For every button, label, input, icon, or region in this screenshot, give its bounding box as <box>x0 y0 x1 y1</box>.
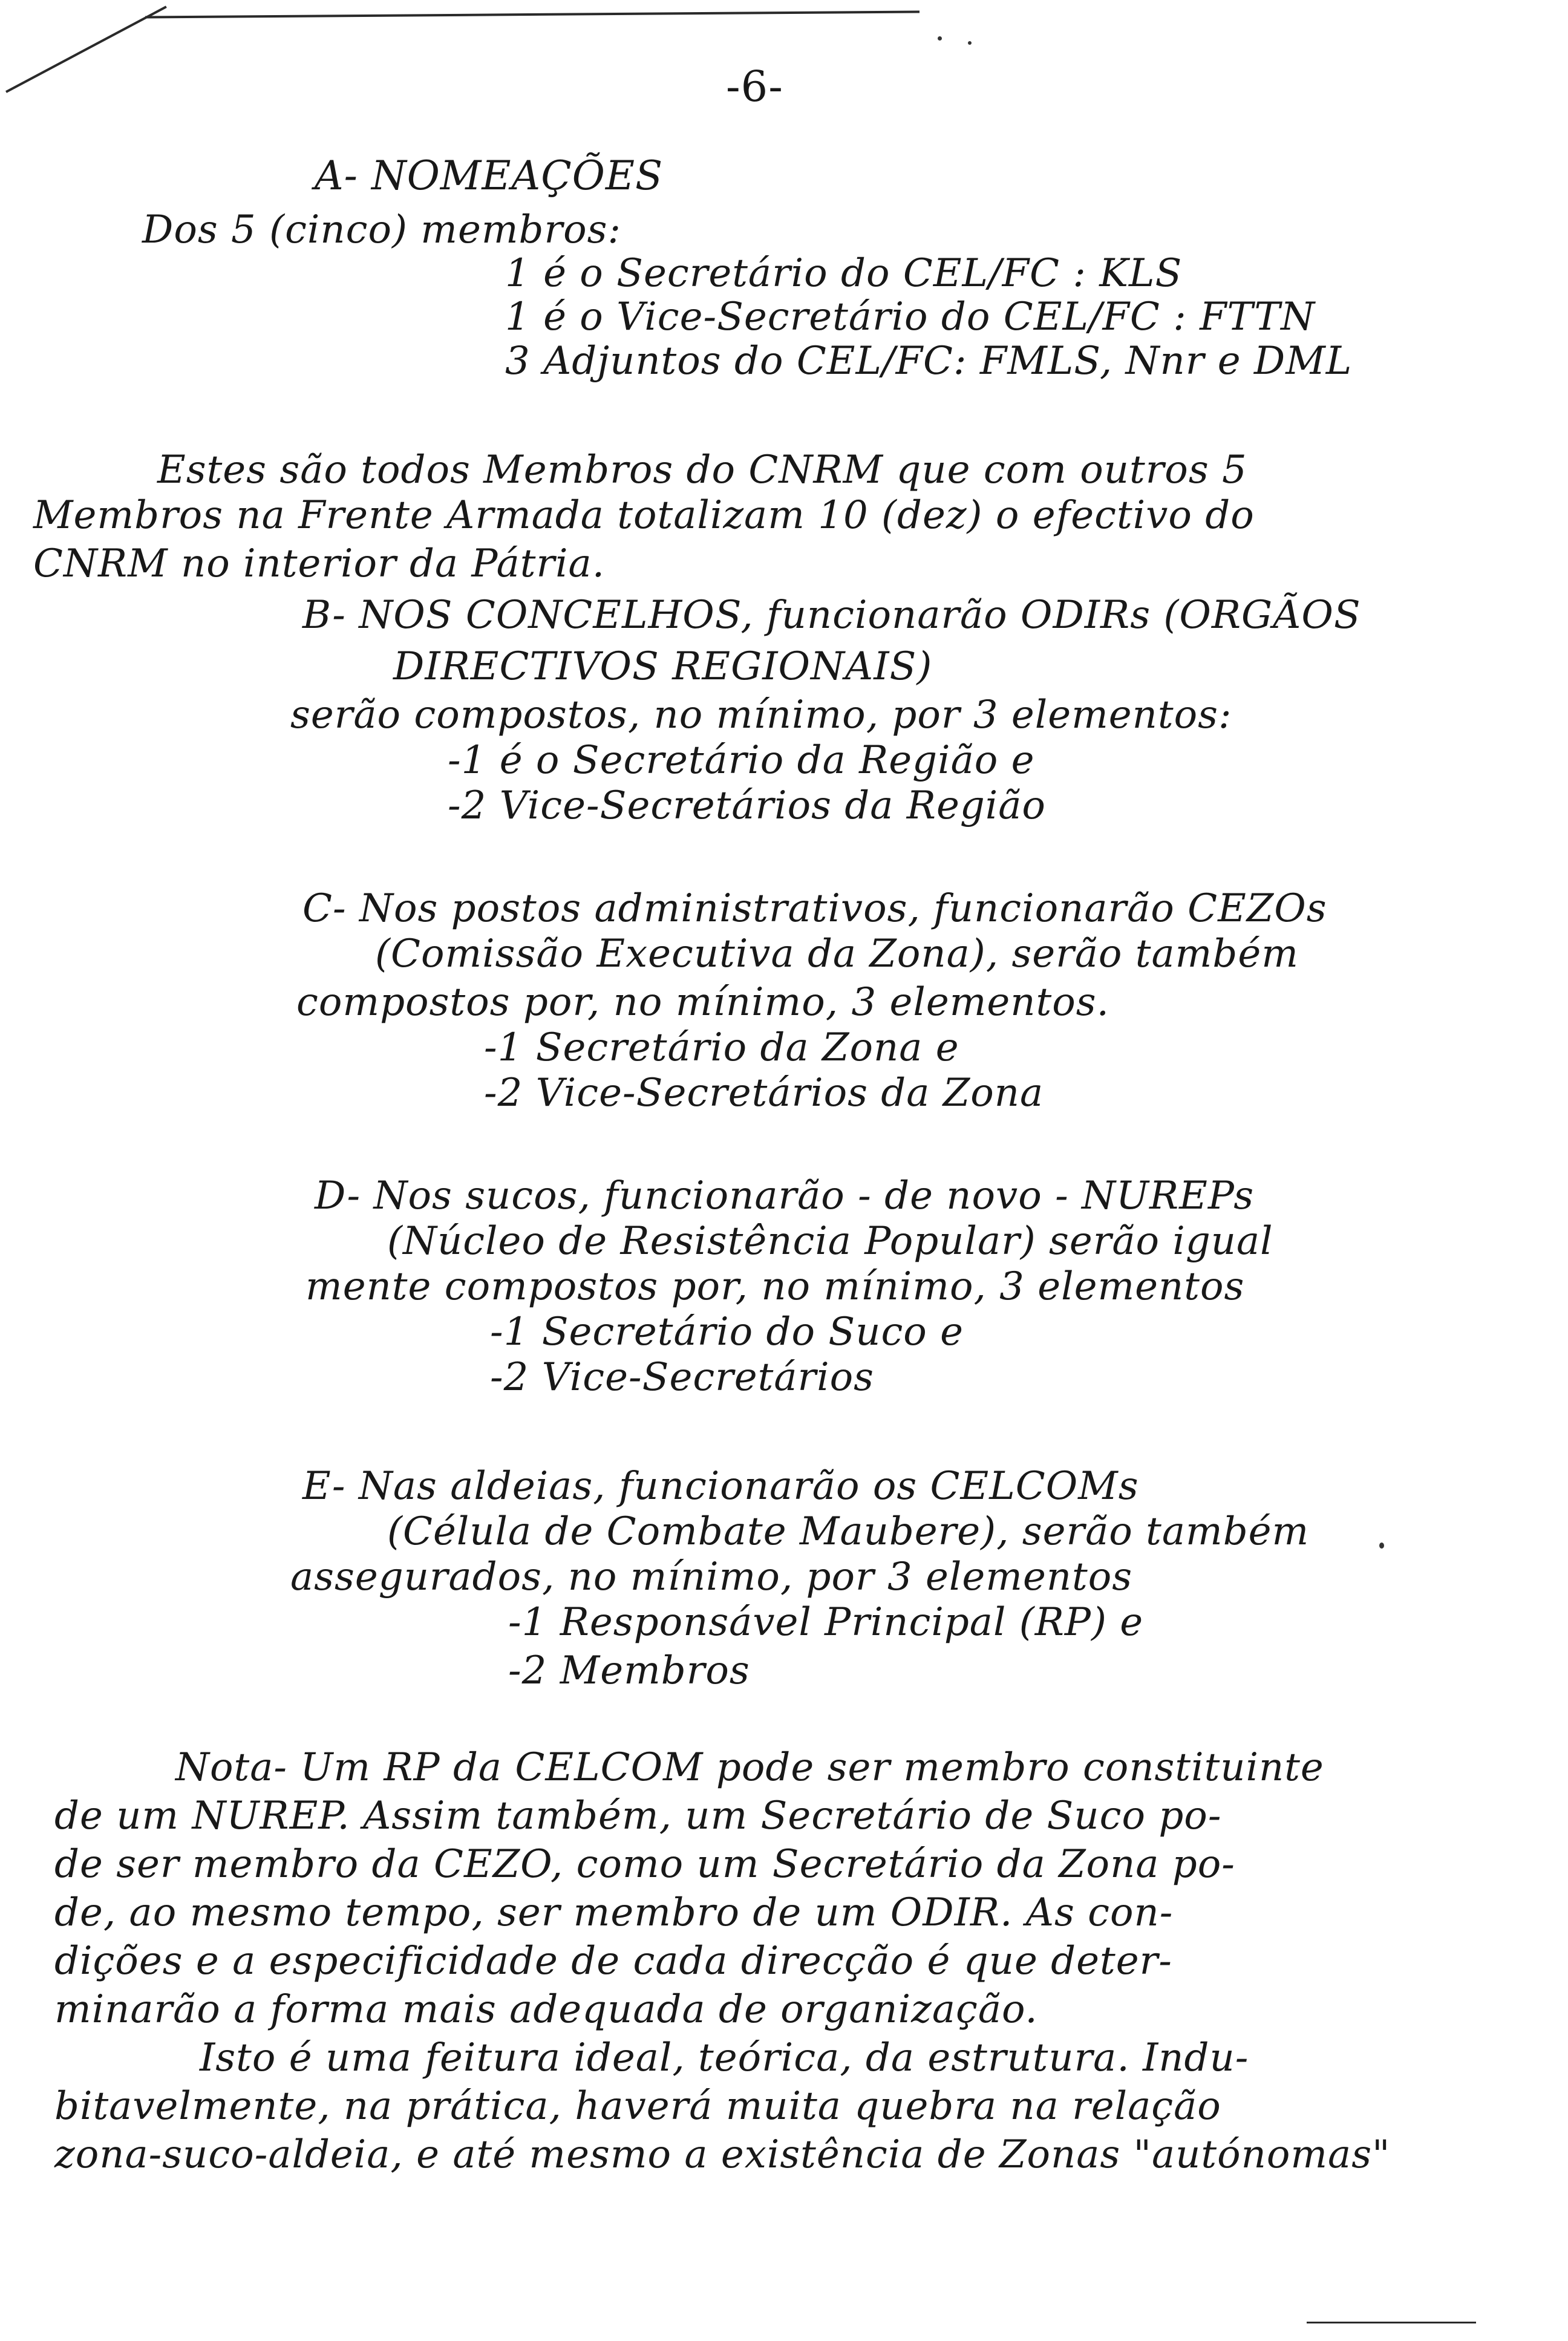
scan-edge-corner <box>5 5 167 93</box>
paragraph-line: CNRM no interior da Pátria. <box>33 541 606 586</box>
section-b-item: -2 Vice-Secretários da Região <box>448 783 1046 828</box>
note-line: zona-suco-aldeia, e até mesmo a existência de Zonas "autónomas" <box>54 2132 1391 2177</box>
note-line: Nota- Um RP da CELCOM pode ser membro constituinte <box>175 1745 1324 1790</box>
paragraph-line: Estes são todos Membros do CNRM que com outros 5 <box>157 448 1247 492</box>
section-a-item: 1 é o Secretário do CEL/FC : KLS <box>505 251 1183 296</box>
section-d-item: -2 Vice-Secretários <box>490 1355 874 1400</box>
note-line: de, ao mesmo tempo, ser membro de um ODIR. As con- <box>54 1890 1174 1935</box>
note-line: Isto é uma feitura ideal, teórica, da estrutura. Indu- <box>200 2036 1249 2080</box>
section-a-item: 1 é o Vice-Secretário do CEL/FC : FTTN <box>505 295 1316 339</box>
section-e-line: E- Nas aldeias, funcionarão os CELCOMs <box>302 1464 1139 1509</box>
note-line: de ser membro da CEZO, como um Secretário da Zona po- <box>54 1842 1235 1887</box>
section-d-item: -1 Secretário do Suco e <box>490 1310 964 1354</box>
section-d-line: (Núcleo de Resistência Popular) serão igual <box>387 1219 1273 1264</box>
section-d-line: D- Nos sucos, funcionarão - de novo - NUREPs <box>315 1174 1255 1218</box>
section-c-line: compostos por, no mínimo, 3 elementos. <box>296 980 1109 1025</box>
section-b-item: -1 é o Secretário da Região e <box>448 738 1035 783</box>
scan-speck <box>968 41 972 45</box>
section-b-line: DIRECTIVOS REGIONAIS) <box>393 644 933 689</box>
section-e-item: -2 Membros <box>508 1648 750 1693</box>
scan-edge-bottom <box>1307 2322 1476 2323</box>
section-b-line: B- NOS CONCELHOS, funcionarão ODIRs (ORGÃOS <box>302 593 1361 638</box>
scan-edge-top <box>145 11 920 19</box>
scan-speck <box>938 36 942 41</box>
page-number: -6- <box>726 62 783 111</box>
section-a-line: Dos 5 (cinco) membros: <box>142 207 622 252</box>
section-a-heading: A- NOMEAÇÕES <box>315 152 664 199</box>
note-line: dições e a especificidade de cada direcção é que deter- <box>54 1939 1172 1983</box>
scan-speck <box>1379 1543 1384 1549</box>
paragraph-line: Membros na Frente Armada totalizam 10 (dez) o efectivo do <box>33 493 1255 538</box>
section-c-line: (Comissão Executiva da Zona), serão também <box>375 932 1299 976</box>
section-d-line: mente compostos por, no mínimo, 3 elementos <box>305 1264 1245 1309</box>
section-e-item: -1 Responsável Principal (RP) e <box>508 1600 1144 1645</box>
note-line: de um NUREP. Assim também, um Secretário de Suco po- <box>54 1794 1222 1838</box>
section-c-item: -2 Vice-Secretários da Zona <box>484 1071 1044 1115</box>
section-c-line: C- Nos postos administrativos, funcionarão CEZOs <box>302 886 1327 931</box>
section-e-line: (Célula de Combate Maubere), serão também <box>387 1509 1310 1554</box>
note-line: minarão a forma mais adequada de organização. <box>54 1987 1038 2032</box>
section-e-line: assegurados, no mínimo, por 3 elementos <box>290 1555 1133 1599</box>
section-a-item: 3 Adjuntos do CEL/FC: FMLS, Nnr e DML <box>505 339 1353 384</box>
note-line: bitavelmente, na prática, haverá muita quebra na relação <box>54 2084 1221 2129</box>
section-b-line: serão compostos, no mínimo, por 3 elementos: <box>290 693 1232 737</box>
section-c-item: -1 Secretário da Zona e <box>484 1025 959 1070</box>
